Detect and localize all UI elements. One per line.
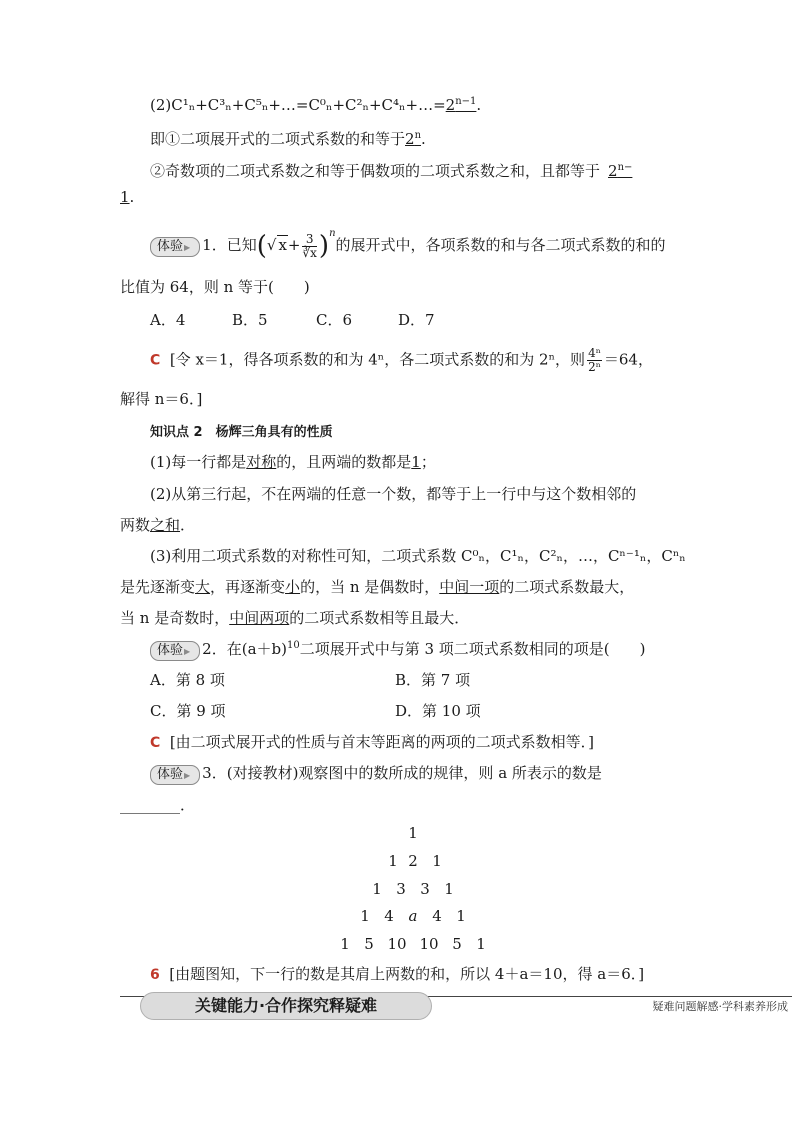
option-b: B．第 7 项 <box>395 671 471 689</box>
triangle-row-5: 1 5 10 10 5 1 <box>340 935 486 953</box>
experience-badge: 体验 ▶ <box>150 237 200 257</box>
section-tag: 疑难问题解感·学科素养形成 <box>652 1000 788 1013</box>
property-conclusion-2-cont: 1. <box>120 188 135 206</box>
q2-solution: C [由二项式展开式的性质与首末等距离的两项的二项式系数相等．] <box>150 733 595 751</box>
property-conclusion-2: ②奇数项的二项式系数之和等于偶数项的二项式系数之和，且都等于 $2^{n-}$ <box>150 162 633 180</box>
question-3: 体验 ▶ 3．(对接教材)观察图中的数所成的规律，则 a 所表示的数是 <box>150 762 602 785</box>
answer-value: 6 <box>150 967 160 983</box>
experience-badge: 体验 ▶ <box>150 765 200 785</box>
option-d: D．第 10 项 <box>395 702 481 720</box>
k2-item-2: (2)从第三行起，不在两端的任意一个数，都等于上一行中与这个数相邻的 <box>150 485 637 503</box>
option-c: C．6 <box>316 311 353 329</box>
answer-2n: 2$^n$ <box>405 130 422 148</box>
option-a: A．4 <box>150 311 186 329</box>
q1-solution-cont: 解得 n＝6．] <box>120 390 203 408</box>
q2-options-row-1 <box>150 669 470 690</box>
section-banner <box>120 992 792 1022</box>
k2-item-1: (1)每一行都是对称的，且两端的数都是1； <box>150 453 436 471</box>
experience-badge: 体验 ▶ <box>150 641 200 661</box>
section-title: 关键能力·合作探究释疑难 <box>140 992 432 1020</box>
triangle-row-2: 1 2 1 <box>388 852 442 870</box>
k2-item-3-cont: 是先逐渐变大，再逐渐变小的，当 n 是偶数时，中间一项的二项式系数最大， <box>120 578 635 596</box>
property-line-2: $(2)C^1_n+C^3_n+C^5_n+\dots=C^0_n+C^2_n+C^4_n+\dots=2^{n-1}$. <box>150 96 482 114</box>
triangle-row-1: 1 <box>408 824 418 842</box>
answer-letter: C <box>150 735 161 751</box>
answer-letter: C <box>150 352 161 369</box>
q3-blank: ________． <box>120 796 196 814</box>
question-2: 体验 ▶ 2．在$(a+b)^{10}$二项展开式中与第 3 项二项式系数相同的项是( ) <box>150 638 646 661</box>
solution-fraction: $\frac{\text{4ⁿ}}{\text{2ⁿ}}$ <box>588 346 601 374</box>
question-1-cont: 比值为 64，则 n 等于( ) <box>120 278 310 296</box>
property-conclusion-1: 即①二项展开式的二项式系数的和等于2$^n$. <box>150 130 426 148</box>
k2-item-3: (3)利用二项式系数的对称性可知，二项式系数 C⁰ₙ，C¹ₙ，C²ₙ，…，Cⁿ⁻¹ₙ，Cⁿₙ <box>150 547 686 565</box>
k2-item-3-cont2: 当 n 是奇数时，中间两项的二项式系数相等且最大． <box>120 609 470 627</box>
q1-options <box>150 309 435 330</box>
option-b: B．5 <box>232 311 268 329</box>
option-c: C．第 9 项 <box>150 702 226 720</box>
answer-2-pow: $2^{n-1}$ <box>445 96 477 114</box>
option-a: A．第 8 项 <box>150 671 225 689</box>
q3-solution: 6 [由题图知，下一行的数是其肩上两数的和，所以 4＋a＝10，得 a＝6．] <box>150 965 645 983</box>
k2-item-2-cont: 两数之和． <box>120 516 196 534</box>
comb-sum-equation: (2)C¹ₙ+C³ₙ+C⁵ₙ+…=C⁰ₙ+C²ₙ+C⁴ₙ+…= <box>150 96 446 114</box>
answer-2n-1: $2^{n-}$ <box>608 162 633 180</box>
fraction: $\frac{3}{∛x}$ <box>302 231 317 260</box>
triangle-row-3: 1 3 3 1 <box>372 880 454 898</box>
q2-options-row-2 <box>150 700 481 721</box>
question-1: 体验 ▶ 1．已知(√ x+ $\frac{3}{∛x}$ )$^n$的展开式中，各项系数的和与各二项式系数的和的 <box>150 228 666 260</box>
triangle-row-4: 1 4 a 4 1 <box>360 907 466 925</box>
knowledge-point-title: 知识点 2 杨辉三角具有的性质 <box>150 425 333 440</box>
option-d: D．7 <box>398 311 435 329</box>
q1-solution: C [令 x＝1，得各项系数的和为 4ⁿ，各二项式系数的和为 2ⁿ，则 $\frac{\text{4ⁿ}}{\text{2ⁿ}}$ ＝64， <box>150 346 653 374</box>
